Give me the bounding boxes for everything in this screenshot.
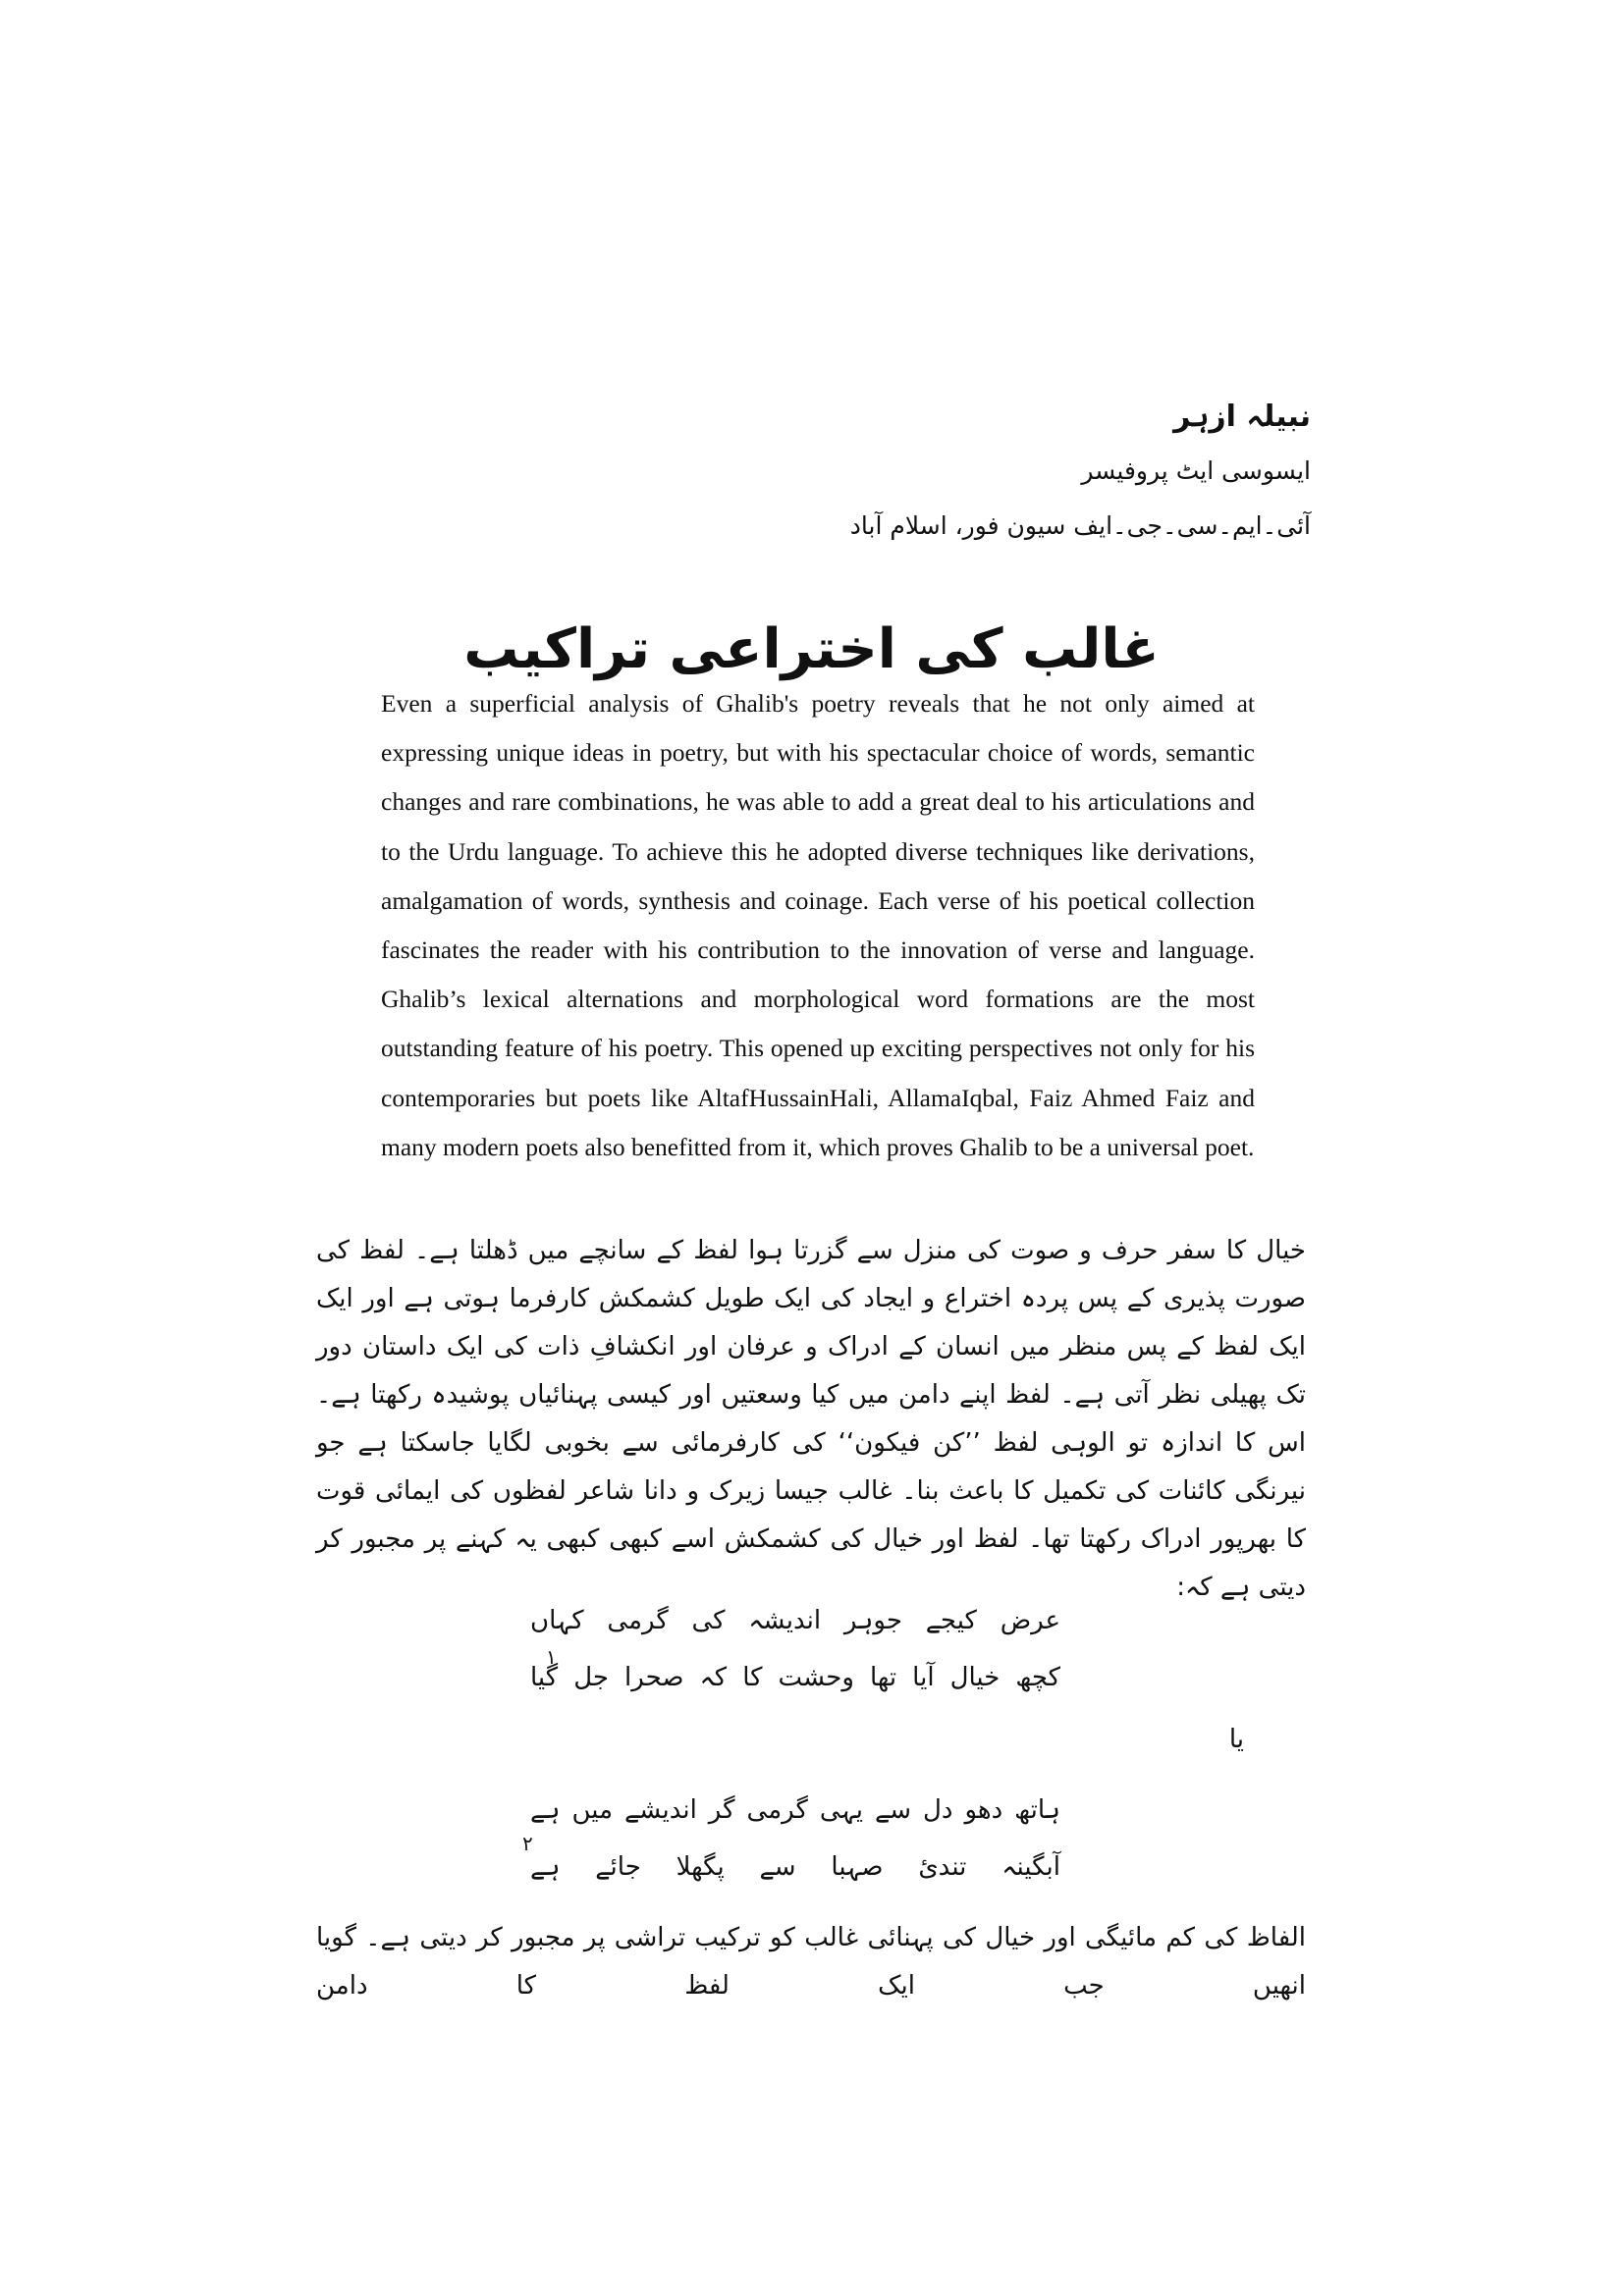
author-block [623,391,1311,554]
couplet-two-line-two: آبگینہ تندیٔ صہبا سے پگھلا جائے ہے [530,1852,1060,1882]
footnote-marker-two: ۲ [522,1832,533,1855]
couplet-one [530,1592,1060,1706]
separator-word: یا [1228,1725,1244,1754]
footnote-marker-one: ۱ [546,1645,557,1669]
couplet-one-line-one: عرض کیجے جوہر اندیشہ کی گرمی کہاں [530,1606,1060,1635]
english-abstract: Even a superficial analysis of Ghalib's poetry reveals that he not only aimed at expressing unique ideas in poetry, but with his spectacular choice of words, semantic changes and rare combinations, he was able to add a great deal to his articulations and to the Urdu language. To achieve this he adopted diverse techniques like derivations, amalgamation of words, synthesis and coinage. Each verse of his poetical collection fascinates the reader with his contribution to the innovation of verse and language. Ghalib’s lexical alternations and morphological word formations are the most outstanding feature of his poetry. This opened up exciting perspectives not only for his contemporaries but poets like AltafHussainHali, AllamaIqbal, Faiz Ahmed Faiz and many modern poets also benefitted from it, which proves Ghalib to be a universal poet. [381,689,1255,1161]
author-name: نبیلہ ازہر [1173,400,1311,434]
article-title: غالب کی اختراعی تراکیب [463,617,1160,681]
closing-paragraph-line: الفاظ کی کم مائیگی اور خیال کی پہنائی غالب کو ترکیب تراشی پر مجبور کر دیتی ہے۔ گویا انھیں جب ایک لفظ کا دامن [316,1923,1306,2001]
author-institution: آئی۔ایم۔سی۔جی۔ایف سیون فور، اسلام آباد [849,511,1311,540]
urdu-body-paragraph: خیال کا سفر حرف و صوت کی منزل سے گزرتا ہوا لفظ کے سانچے میں ڈھلتا ہے۔ لفظ کی صورت پذیری کے پس پردہ اختراع و ایجاد کی ایک طویل کشمکش کارفرما ہوتی ہے اور ایک ایک لفظ کے پس منظر میں انسان کے ادراک و عرفان اور انکشافِ ذات کی ایک داستان دور تک پھیلی نظر آتی ہے۔ لفظ اپنے دامن میں کیا وسعتیں اور کیسی پہنائیاں پوشیدہ رکھتا ہے۔ اس کا اندازہ تو الوہی لفظ ’’کن فیکون‘‘ کی کارفرمائی سے بخوبی لگایا جاسکتا ہے جو نیرنگی کائنات کی تکمیل کا باعث بنا۔ غالب جیسا زیرک و دانا شاعر لفظوں کی ایمائی قوت کا بھرپور ادراک رکھتا تھا۔ لفظ اور خیال کی کشمکش اسے کبھی کبھی یہ کہنے پر مجبور کر دیتی ہے کہ: [316,1236,1306,1602]
couplet-two-line-one: ہاتھ دھو دل سے یہی گرمی گر اندیشے میں ہے [530,1795,1060,1825]
couplet-one-line-two: کچھ خیال آیا تھا وحشت کا کہ صحرا جل گیا [530,1663,1060,1692]
author-designation: ایسوسی ایٹ پروفیسر [1081,456,1311,485]
couplet-two [530,1782,1060,1896]
